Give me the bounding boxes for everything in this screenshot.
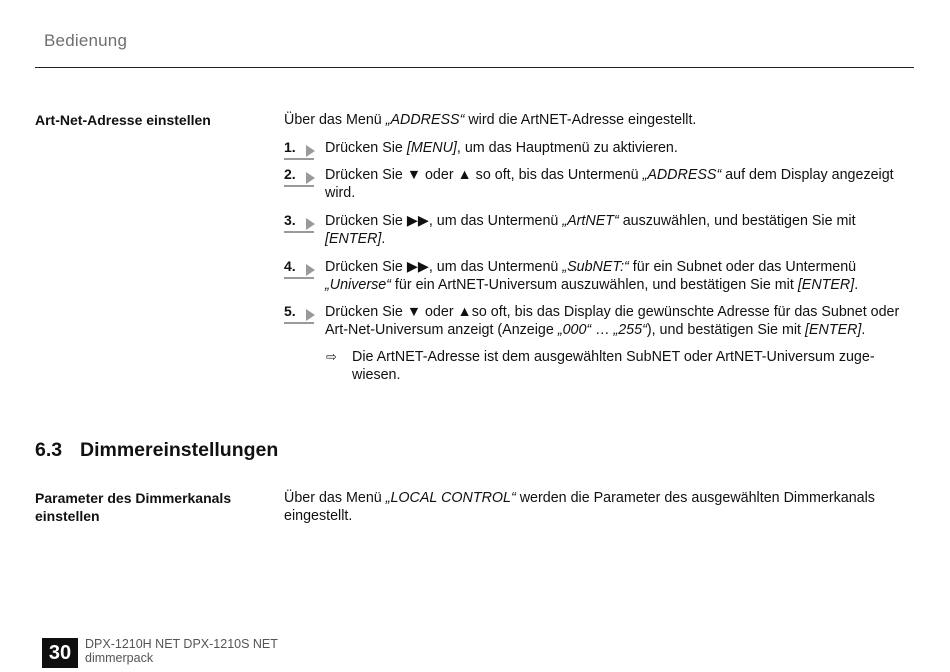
step-number: 3.: [284, 212, 296, 228]
step-text: Drücken Sie ▼ oder ▲so oft, bis das Display die gewünschte Adresse für das Subnet oder Art-Net-Universum anzeigt (Anzeige „000“ … „255“), und bestätigen Sie mit [ENTER].: [325, 304, 900, 338]
step-text: Drücken Sie ▼ oder ▲ so oft, bis das Untermenü „ADDRESS“ auf dem Display angezeigt wird.: [325, 167, 894, 201]
step-5: [284, 303, 914, 343]
header-divider: [35, 67, 914, 68]
page-number: 30: [42, 638, 78, 668]
step-number: 5.: [284, 303, 296, 319]
section-heading: [35, 439, 278, 462]
step-4: [284, 258, 914, 298]
step-arrow-icon: [306, 264, 315, 276]
step-arrow-icon: [306, 172, 315, 184]
step-underline: [284, 185, 314, 187]
step-number: 4.: [284, 258, 296, 274]
step-arrow-icon: [306, 145, 315, 157]
step-number: 1.: [284, 139, 296, 155]
step-arrow-icon: [306, 218, 315, 230]
step-underline: [284, 231, 314, 233]
dimmer-intro: Über das Menü „LOCAL CONTROL“ werden die Parameter des ausgewählten Dimmerkanals eingestellt.: [284, 490, 875, 524]
step-3: [284, 212, 914, 252]
step-arrow-icon: [306, 309, 315, 321]
result-arrow-icon: ⇨: [326, 349, 337, 364]
step-underline: [284, 277, 314, 279]
footer-model: DPX-1210H NET DPX-1210S NET: [85, 637, 278, 651]
artnet-side-label: Art-Net-Adresse einstellen: [35, 112, 211, 128]
step-text: Drücken Sie ▶▶, um das Untermenü „ArtNET“ auszuwählen, und bestätigen Sie mit [ENTER].: [325, 213, 856, 247]
dimmer-side-label: Parameter des Dimmerkanals einstellen: [35, 490, 232, 524]
step-text: Drücken Sie ▶▶, um das Untermenü „SubNET:“ für ein Subnet oder das Untermenü „Universe“ für ein ArtNET-Universum auszuwählen, und bestätigen Sie mit [ENTER].: [325, 259, 859, 293]
step-2: [284, 166, 914, 206]
step-underline: [284, 158, 314, 160]
artnet-intro: Über das Menü „ADDRESS“ wird die ArtNET-Adresse eingestellt.: [284, 112, 697, 128]
step-text: Drücken Sie [MENU], um das Hauptmenü zu aktivieren.: [325, 140, 678, 156]
footer-product-info: [85, 637, 278, 665]
footer-product: dimmerpack: [85, 651, 154, 665]
section-title: Dimmereinstellungen: [80, 439, 279, 461]
step-number: 2.: [284, 166, 296, 182]
section-number: 6.3: [35, 439, 63, 461]
result-text: Die ArtNET-Adresse ist dem ausgewählten SubNET oder ArtNET-Universum zuge-wiesen.: [352, 349, 875, 383]
header-title: Bedienung: [44, 31, 128, 50]
step-underline: [284, 322, 314, 324]
